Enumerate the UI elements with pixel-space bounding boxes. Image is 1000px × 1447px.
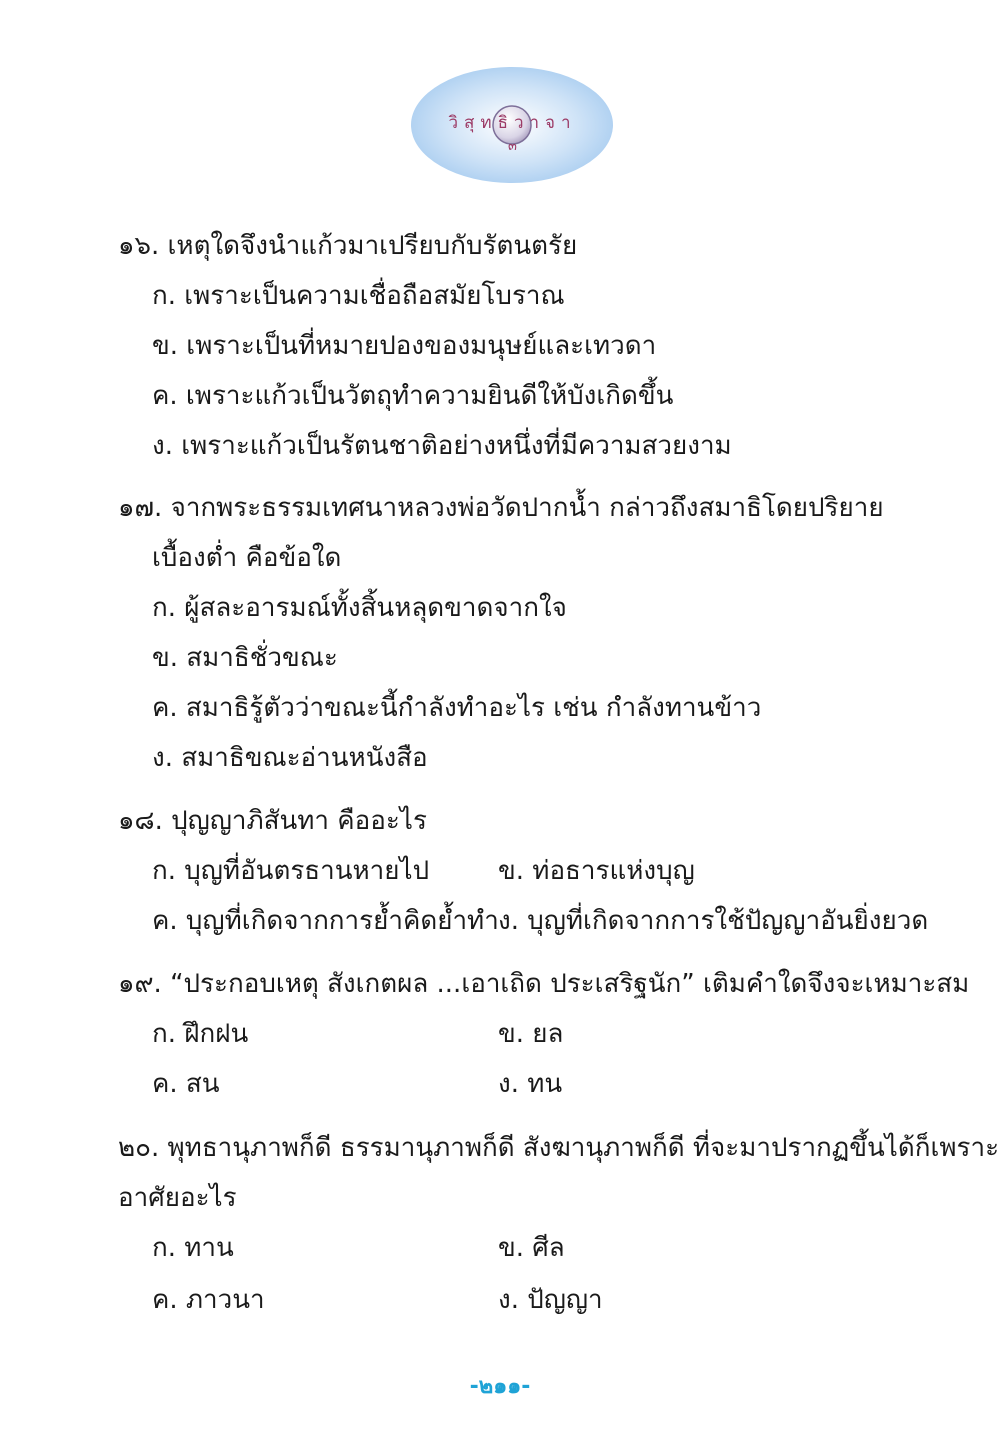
question-18-option-b: ข. ท่อธารแห่งบุญ bbox=[498, 856, 695, 886]
question-19-text: ๑๙. “ประกอบเหตุ สังเกตผล ...เอาเถิด ประเสริฐนัก” เติมคำใดจึงจะเหมาะสม bbox=[118, 969, 970, 999]
logo-text: วิสุทธิวาจา bbox=[448, 113, 577, 133]
question-17-option-b: ข. สมาธิชั่วขณะ bbox=[152, 643, 338, 673]
question-17-option-c: ค. สมาธิรู้ตัวว่าขณะนี้กำลังทำอะไร เช่น กำลังทานข้าว bbox=[152, 693, 762, 723]
logo-subtext: ๓ bbox=[508, 139, 517, 154]
question-19-option-a: ก. ฝึกฝน bbox=[152, 1019, 249, 1049]
page-number: -๒๑๑- bbox=[469, 1374, 531, 1399]
question-19-option-b: ข. ยล bbox=[498, 1019, 564, 1049]
question-16-option-b: ข. เพราะเป็นที่หมายปองของมนุษย์และเทวดา bbox=[152, 331, 657, 361]
question-18-option-d: ง. บุญที่เกิดจากการใช้ปัญญาอันยิ่งยวด bbox=[498, 906, 929, 936]
question-19-option-c: ค. สน bbox=[152, 1069, 220, 1099]
question-20-option-a: ก. ทาน bbox=[152, 1233, 234, 1263]
question-17-option-a: ก. ผู้สละอารมณ์ทั้งสิ้นหลุดขาดจากใจ bbox=[152, 593, 567, 623]
question-18-option-a: ก. บุญที่อันตรธานหายไป bbox=[152, 856, 430, 886]
question-17-text: ๑๗. จากพระธรรมเทศนาหลวงพ่อวัดปากน้ำ กล่าวถึงสมาธิโดยปริยาย bbox=[118, 493, 884, 523]
question-17-text-cont: เบื้องต่ำ คือข้อใด bbox=[152, 543, 342, 573]
question-18-option-c: ค. บุญที่เกิดจากการย้ำคิดย้ำทำ bbox=[152, 906, 499, 936]
question-17-option-d: ง. สมาธิขณะอ่านหนังสือ bbox=[152, 743, 428, 773]
question-16-option-d: ง. เพราะแก้วเป็นรัตนชาติอย่างหนึ่งที่มีความสวยงาม bbox=[152, 431, 732, 461]
question-16-option-a: ก. เพราะเป็นความเชื่อถือสมัยโบราณ bbox=[152, 281, 565, 311]
question-19-option-d: ง. ทน bbox=[498, 1069, 563, 1099]
question-20-option-d: ง. ปัญญา bbox=[498, 1285, 603, 1315]
question-20-option-c: ค. ภาวนา bbox=[152, 1285, 265, 1315]
question-20-text: ๒๐. พุทธานุภาพก็ดี ธรรมานุภาพก็ดี สังฆานุภาพก็ดี ที่จะมาปรากฏขึ้นได้ก็เพราะ bbox=[118, 1133, 1000, 1163]
question-20-option-b: ข. ศีล bbox=[498, 1233, 565, 1263]
question-16-text: ๑๖. เหตุใดจึงนำแก้วมาเปรียบกับรัตนตรัย bbox=[118, 231, 578, 261]
logo bbox=[410, 65, 615, 185]
question-20-text-cont: อาศัยอะไร bbox=[118, 1183, 237, 1213]
question-18-text: ๑๘. ปุญญาภิสันทา คืออะไร bbox=[118, 806, 427, 836]
question-16-option-c: ค. เพราะแก้วเป็นวัตถุทำความยินดีให้บังเกิดขึ้น bbox=[152, 381, 674, 411]
